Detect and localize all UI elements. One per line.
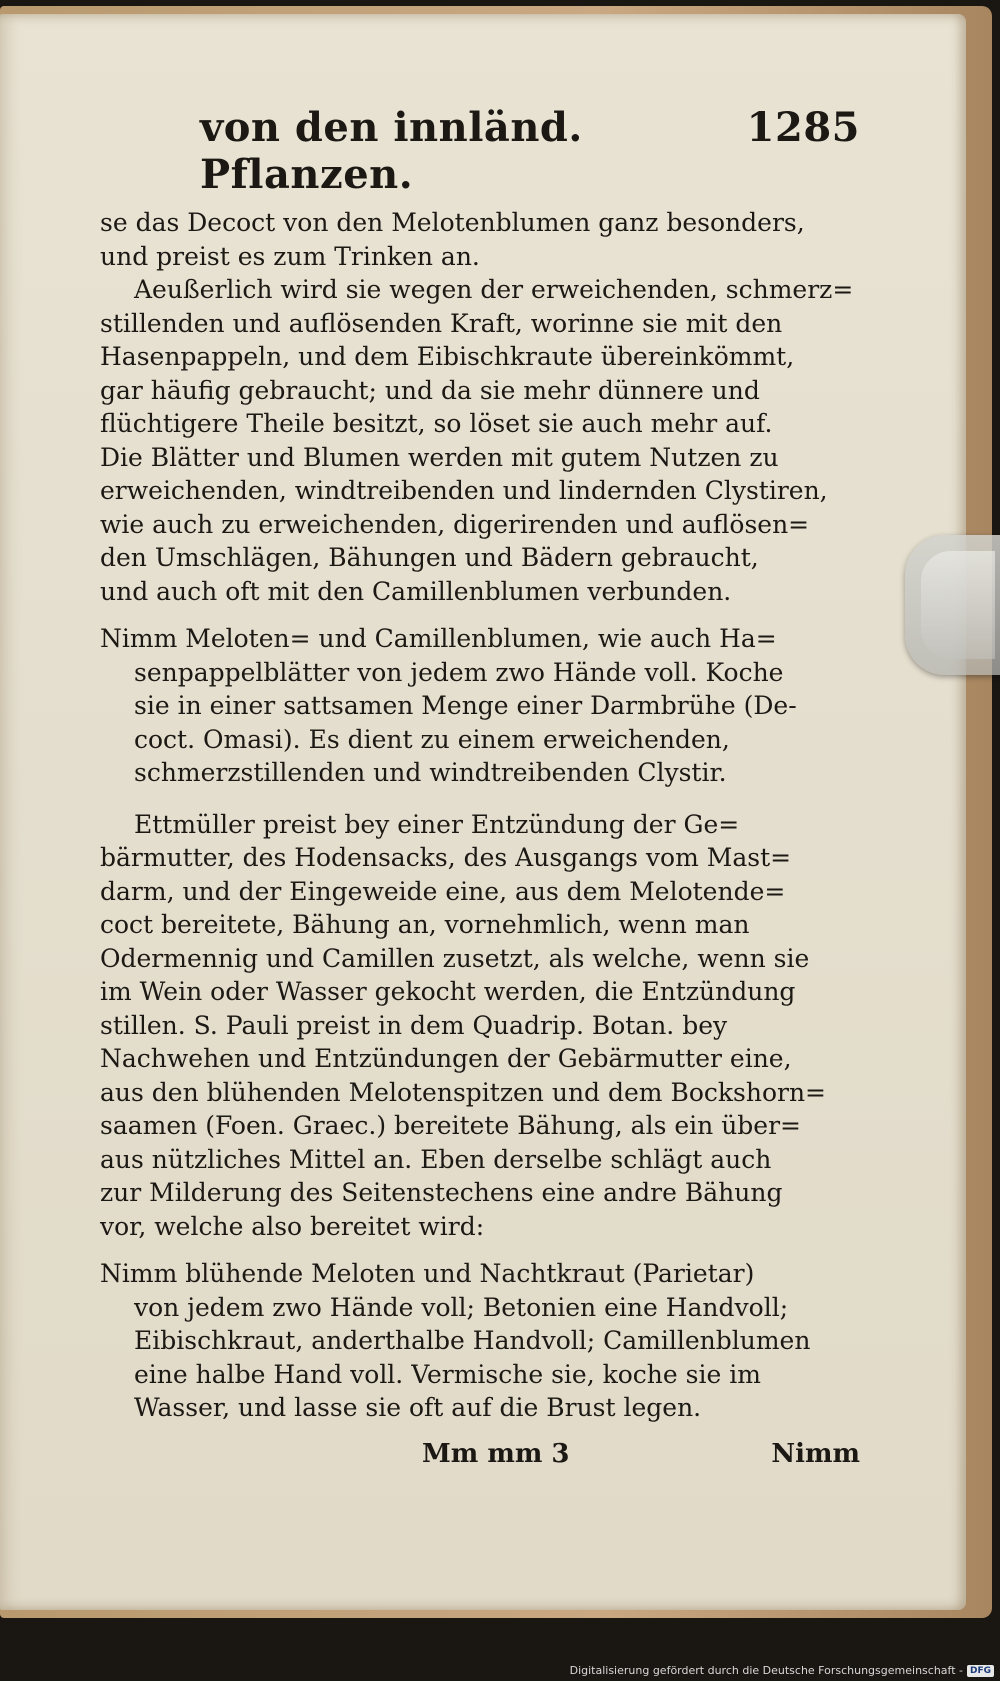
text-line: gar häufig gebraucht; und da sie mehr dünnere und — [100, 375, 760, 405]
running-title: von den innländ. Pflanzen. — [200, 104, 583, 198]
text-line: schmerzstillenden und windtreibenden Clystir. — [134, 758, 727, 787]
text-line: stillen. S. Pauli preist in dem Quadrip. Botan. bey — [100, 1010, 728, 1040]
text-line: Nachwehen und Entzündungen der Gebärmutter eine, — [100, 1044, 792, 1073]
text-line: saamen (Foen. Graec.) bereitete Bähung, als ein über= — [100, 1111, 801, 1140]
text-line: stillenden und auflösenden Kraft, worinne sie mit den — [100, 308, 783, 338]
running-header — [100, 104, 860, 206]
text-line: bärmutter, des Hodensacks, des Ausgangs vom Mast= — [100, 843, 792, 872]
text-line: Hasenpappeln, und dem Eibischkraute übereinkömmt, — [100, 342, 795, 371]
dfg-logo-icon: DFG — [967, 1665, 994, 1677]
text-line: wie auch zu erweichenden, digerirenden und auflösen= — [100, 509, 810, 539]
text-line: flüchtigere Theile besitzt, so löset sie auch mehr auf. — [100, 409, 773, 438]
catchword: Nimm — [771, 1438, 860, 1469]
text-line: von jedem zwo Hände voll; Betonien eine Handvoll; — [134, 1292, 789, 1322]
recipe-baehung — [100, 1257, 860, 1425]
credit-text: Digitalisierung gefördert durch die Deutsche Forschungsgemeinschaft - — [569, 1664, 963, 1677]
paragraph-external-use — [100, 273, 860, 608]
page-footer — [100, 1439, 860, 1469]
text-line: senpappelblätter von jedem zwo Hände voll. Koche — [134, 657, 784, 687]
text-line: aus nützliches Mittel an. Eben derselbe schlägt auch — [100, 1144, 772, 1174]
text-line: coct. Omasi). Es dient zu einem erweichenden, — [134, 724, 730, 754]
text-line: erweichenden, windtreibenden und lindernden Clystiren, — [100, 476, 828, 505]
text-line: im Wein oder Wasser gekocht werden, die Entzündung — [100, 977, 796, 1006]
text-line: Odermennig und Camillen zusetzt, als welche, wenn sie — [100, 943, 810, 973]
signature-mark: Mm mm 3 — [422, 1438, 570, 1469]
text-line: Wasser, und lasse sie oft auf die Brust legen. — [134, 1393, 702, 1422]
book-page — [0, 14, 966, 1610]
page-number: 1285 — [746, 104, 860, 151]
text-line: coct bereitete, Bähung an, vornehmlich, wenn man — [100, 910, 750, 939]
text-line: darm, und der Eingeweide eine, aus dem Melotende= — [100, 876, 786, 906]
paragraph-ettmueller — [100, 808, 860, 1244]
page-text — [100, 104, 860, 1469]
text-line: aus den blühenden Melotenspitzen und dem Bockshorn= — [100, 1077, 827, 1107]
text-line: zur Milderung des Seitenstechens eine andre Bähung — [100, 1178, 783, 1207]
text-line: vor, welche also bereitet wird: — [100, 1211, 485, 1241]
text-line: und auch oft mit den Camillenblumen verbunden. — [100, 576, 732, 606]
text-line: Die Blätter und Blumen werden mit gutem Nutzen zu — [100, 442, 779, 472]
recipe-clystir — [100, 622, 860, 790]
text-line: Nimm blühende Meloten und Nachtkraut (Parietar) — [100, 1259, 755, 1288]
text-line: eine halbe Hand voll. Vermische sie, koche sie im — [134, 1359, 761, 1389]
text-line: und preist es zum Trinken an. — [100, 241, 480, 271]
text-line: se das Decoct von den Melotenblumen ganz besonders, — [100, 208, 805, 237]
text-line: Ettmüller preist bey einer Entzündung der Ge= — [134, 809, 740, 839]
text-line: Nimm Meloten= und Camillenblumen, wie auch Ha= — [100, 624, 777, 653]
text-line: Eibischkraut, anderthalbe Handvoll; Camillenblumen — [134, 1326, 811, 1355]
text-line: Aeußerlich wird sie wegen der erweichenden, schmerz= — [134, 275, 854, 304]
text-line: sie in einer sattsamen Menge einer Darmbrühe (De- — [134, 691, 797, 720]
page-clip — [905, 535, 1000, 675]
paragraph-continuation — [100, 206, 860, 273]
text-line: den Umschlägen, Bähungen und Bädern gebraucht, — [100, 543, 759, 572]
digitization-credit — [570, 1664, 994, 1677]
